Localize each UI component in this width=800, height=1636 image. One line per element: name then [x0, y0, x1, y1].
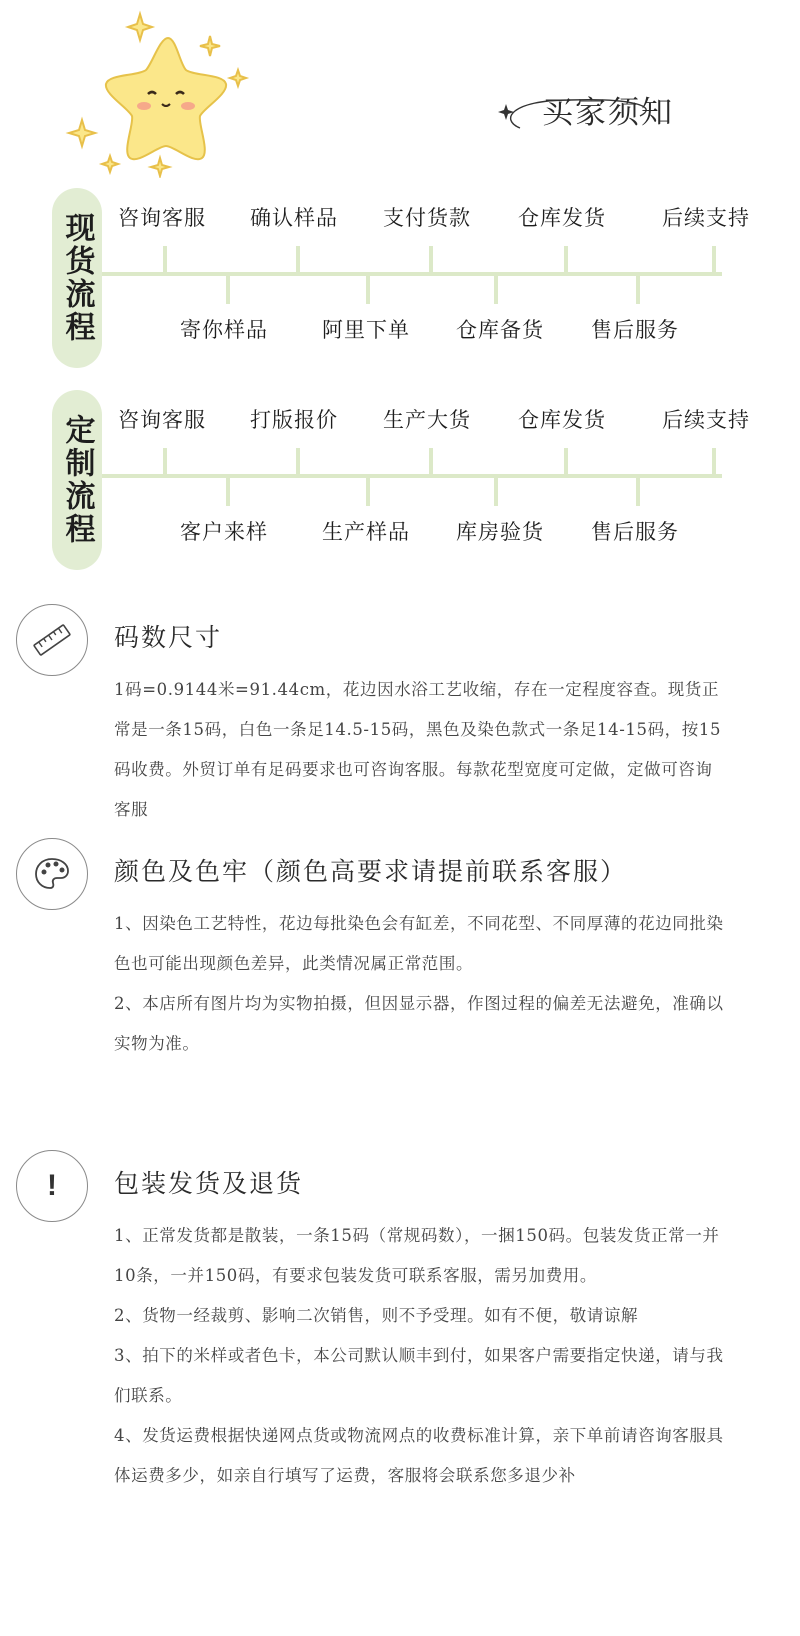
buyer-notice-title-wrap [490, 88, 710, 138]
spot-step-order: 阿里下单 [322, 319, 410, 342]
custom-step-inspect: 库房验货 [456, 521, 544, 544]
spot-process-label: 现货流程 [60, 212, 94, 344]
color-paragraph-2: 2、本店所有图片均为实物拍摄，但因显示器，作图过程的偏差无法避免，准确以实物为准。 [114, 994, 724, 1053]
custom-step-support: 后续支持 [662, 409, 750, 432]
spot-step-payment: 支付货款 [383, 207, 471, 230]
custom-step-aftersales: 售后服务 [591, 521, 679, 544]
spot-step-support: 后续支持 [662, 207, 750, 230]
size-paragraph: 1码=0.9144米=91.44cm，花边因水浴工艺收缩，存在一定程度容查。现货正常是一条15码，白色一条足14.5-15码，黑色及染色款式一条足14-15码，按15码收费。外贸订单有足码要求也可咨询客服。每款花型宽度可定做，定做可咨询客服 [114, 680, 722, 819]
shipping-icon-circle [16, 1150, 88, 1222]
spot-step-send-sample: 寄你样品 [180, 319, 268, 342]
palette-icon [32, 854, 72, 894]
page-title: 买家须知 [542, 95, 674, 131]
custom-step-make-sample: 生产样品 [322, 521, 410, 544]
custom-step-consult: 咨询客服 [118, 409, 206, 432]
shipping-paragraph-2: 2、货物一经裁剪、影响二次销售，则不予受理。如有不便，敬请谅解 [114, 1306, 639, 1325]
shipping-heading: 包装发货及退货 [114, 1169, 304, 1198]
color-section [0, 838, 800, 1068]
size-section [0, 604, 800, 834]
spot-step-consult: 咨询客服 [118, 207, 206, 230]
spot-step-prepare: 仓库备货 [456, 319, 544, 342]
color-icon-circle [16, 838, 88, 910]
exclamation-icon: ! [47, 1169, 57, 1202]
shipping-section [0, 1150, 800, 1630]
color-body [114, 904, 724, 1064]
spot-step-ship: 仓库发货 [518, 207, 606, 230]
custom-step-production: 生产大货 [383, 409, 471, 432]
shipping-paragraph-4: 4、发货运费根据快递网点货或物流网点的收费标准计算，亲下单前请咨询客服具体运费多少，如亲自行填写了运费，客服将会联系您多退少补 [114, 1426, 724, 1485]
size-icon-circle [16, 604, 88, 676]
shipping-paragraph-1: 1、正常发货都是散装，一条15码（常规码数），一捆150码。包装发货正常一并10条，一并150码，有要求包装发货可联系客服，需另加费用。 [114, 1226, 720, 1285]
custom-process-label: 定制流程 [60, 414, 94, 546]
spot-step-aftersales: 售后服务 [591, 319, 679, 342]
custom-step-ship: 仓库发货 [518, 409, 606, 432]
shipping-body [114, 1216, 724, 1496]
spot-step-confirm-sample: 确认样品 [250, 207, 338, 230]
color-heading: 颜色及色牢（颜色高要求请提前联系客服） [114, 857, 628, 886]
size-body [114, 670, 724, 830]
shipping-paragraph-3: 3、拍下的米样或者色卡，本公司默认顺丰到付，如果客户需要指定快递，请与我们联系。 [114, 1346, 724, 1405]
ruler-icon [32, 620, 72, 660]
custom-step-quote: 打版报价 [250, 409, 338, 432]
custom-process [0, 390, 800, 580]
color-paragraph-1: 1、因染色工艺特性，花边每批染色会有缸差，不同花型、不同厚薄的花边同批染色也可能出现颜色差异，此类情况属正常范围。 [114, 914, 724, 973]
spot-process [0, 188, 800, 378]
star-mascot-icon [60, 8, 250, 178]
custom-step-client-sample: 客户来样 [180, 521, 268, 544]
size-heading: 码数尺寸 [114, 623, 223, 652]
